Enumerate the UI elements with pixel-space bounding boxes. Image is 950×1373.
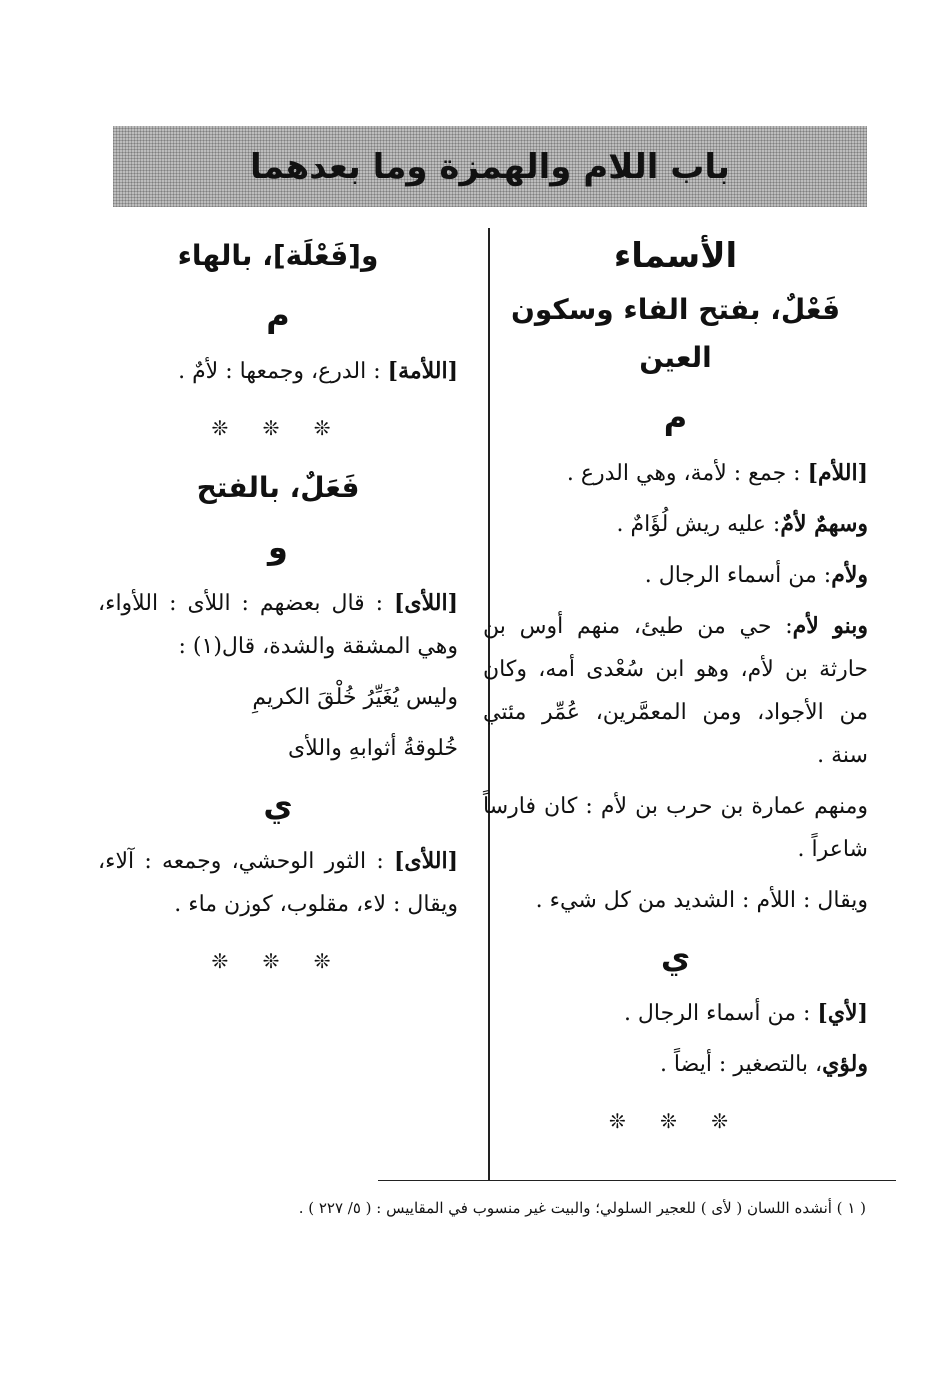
entry-head: [اللأى] <box>394 848 458 874</box>
verse-line: خُلوقةُ أثوابهِ واللأى <box>288 736 458 761</box>
entry <box>483 785 868 871</box>
entry-text: : قال بعضهم : اللأى : اللأواء، وهي المشقة والشدة، قال(١) : <box>98 591 458 659</box>
entry-text: ويقال : اللأم : الشديد من كل شيء . <box>535 888 868 913</box>
verse-line: وليس يُغَيِّرُ خُلْقَ الكريمِ <box>252 685 458 710</box>
footnote-rule <box>378 1180 896 1181</box>
letter-heading-y: ي <box>263 786 293 824</box>
entry-head: ولأم <box>831 562 868 588</box>
footnote: ( ١ ) أنشده اللسان ( لأى ) للعجير السلولي؛ والبيت غير منسوب في المقاييس : ( ٥/ ٢٢٧ ) . <box>298 1199 866 1217</box>
entry <box>483 452 868 495</box>
entry <box>483 503 868 546</box>
entry <box>483 605 868 777</box>
entry-text: : من أسماء الرجال . <box>644 563 832 588</box>
entry <box>483 879 868 922</box>
entry <box>483 1043 868 1086</box>
right-column <box>483 232 868 1157</box>
entry-head: وبنو لأم <box>792 613 869 639</box>
entry-head: ولؤي <box>822 1051 868 1077</box>
pattern-heading: و[فَعْلَة]، بالهاء <box>177 239 379 272</box>
entry-text: : الثور الوحشي، وجمعه : آلاء، ويقال : لاء، مقلوب، كوزن ماء . <box>98 849 458 917</box>
entry <box>483 554 868 597</box>
entry-text: : عليه ريش لُؤَامٌ . <box>616 512 781 537</box>
entry <box>98 582 458 668</box>
section-separator: ❊ ❊ ❊ <box>609 1109 742 1133</box>
entry-head: [اللأمة] <box>387 358 458 384</box>
letter-heading-m: م <box>663 398 688 436</box>
entry-text: : حي من طيئ، منهم أوس بن حارثة بن لأم، وهو ابن سُعْدى أمه، وكان من الأجواد، ومن المعمَّرين، عُمِّر مئتي سنة . <box>483 614 868 768</box>
pattern-heading: فَعَلٌ، بالفتح <box>196 471 360 504</box>
entry-text: : جمع : لأمة، وهي الدرع . <box>566 461 801 486</box>
chapter-title: باب اللام والهمزة وما بعدهما <box>250 146 730 187</box>
letter-heading-y: ي <box>660 938 691 976</box>
letter-heading-w: و <box>268 528 288 566</box>
chapter-banner <box>113 126 867 207</box>
entry-text: : من أسماء الرجال . <box>623 1001 811 1026</box>
entry-text: ، بالتصغير : أيضاً . <box>659 1052 823 1077</box>
entry-head: [اللأم] <box>807 460 868 486</box>
left-column <box>98 232 458 997</box>
entry <box>98 840 458 926</box>
entry <box>98 350 458 393</box>
section-heading: الأسماء <box>613 236 738 276</box>
entry-head: [لأي] <box>817 1000 868 1026</box>
section-separator: ❊ ❊ ❊ <box>211 949 345 973</box>
entry-head: [اللأى] <box>394 590 458 616</box>
entry-text: ومنهم عمارة بن حرب بن لأم : كان فارساً شاعراً . <box>483 794 868 862</box>
entry-head: وسهمٌ لأمٌ <box>780 511 868 537</box>
entry-text: : الدرع، وجمعها : لأمٌ . <box>178 359 381 384</box>
letter-heading-m: م <box>266 296 290 334</box>
entry <box>483 992 868 1035</box>
section-separator: ❊ ❊ ❊ <box>211 416 345 440</box>
pattern-heading: فَعْلٌ، بفتح الفاء وسكون العين <box>510 293 841 374</box>
